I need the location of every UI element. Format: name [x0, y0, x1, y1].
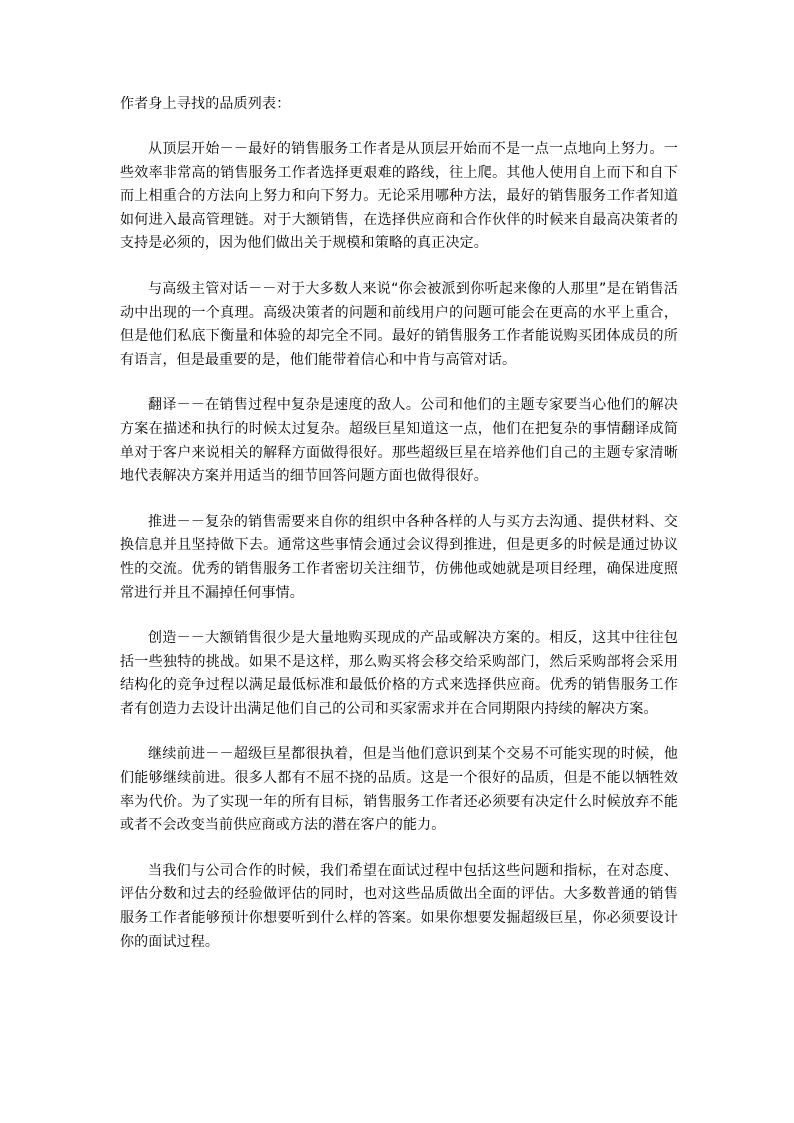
- paragraph-translate: 翻译－－在销售过程中复杂是速度的敌人。公司和他们的主题专家要当心他们的解决方案在描述和执行的时候太过复杂。超级巨星知道这一点，他们在把复杂的事情翻译成简单对于客户来说相关的解释方面做得很好。那些超级巨星在培养他们自己的主题专家清晰地代表解决方案并用适当的细节回答问题方面也做得很好。: [120, 397, 678, 485]
- intro-line: 作者身上寻找的品质列表：: [120, 96, 291, 112]
- paragraph-create: 创造－－大额销售很少是大量地购买现成的产品或解决方案的。相反，这其中往往包括一些独特的挑战。如果不是这样，那么购买将会移交给采购部门，然后采购部将会采用结构化的竞争过程以满足最低标准和最低价格的方式来选择供应商。优秀的销售服务工作者有创造力去设计出满足他们自己的公司和买家需求并在合同期限内持续的解决方案。: [120, 630, 678, 717]
- paragraph-executive-talk: 与高级主管对话－－对于大多数人来说“你会被派到你听起来像的人那里”是在销售活动中出现的一个真理。高级决策者的问题和前线用户的问题可能会在更高的水平上重合，但是他们私底下衡量和体验的却完全不同。最好的销售服务工作者能说购买团体成员的所有语言，但是最重要的是，他们能带着信心和中肯与高管对话。: [120, 280, 678, 368]
- paragraph-top-level: 从顶层开始－－最好的销售服务工作者是从顶层开始而不是一点一点地向上努力。一些效率非常高的销售服务工作者选择更艰难的路线，往上爬。其他人使用自上而下和自下而上相重合的方法向上努力和向下努力。无论采用哪种方法，最好的销售服务工作者知道如何进入最高管理链。对于大额销售，在选择供应商和合作伙伴的时候来自最高决策者的支持是必须的，因为他们做出关于规模和策略的真正决定。: [120, 141, 678, 252]
- paragraph-advance: 推进－－复杂的销售需要来自你的组织中各种各样的人与买方去沟通、提供材料、交换信息并且坚持做下去。通常这些事情会通过会议得到推进，但是更多的时候是通过协议性的交流。优秀的销售服务工作者密切关注细节，仿佛他或她就是项目经理，确保进度照常进行并且不漏掉任何事情。: [120, 513, 678, 601]
- paragraph-move-on: 继续前进－－超级巨星都很执着，但是当他们意识到某个交易不可能实现的时候，他们能够继续前进。很多人都有不屈不挠的品质。这是一个很好的品质，但是不能以牺牲效率为代价。为了实现一年的所有目标，销售服务工作者还必须要有决定什么时候放弃不能或者不会改变当前供应商或方法的潜在客户的能力。: [120, 746, 678, 834]
- document-page: [120, 92, 678, 976]
- paragraph-conclusion: 当我们与公司合作的时候，我们希望在面试过程中包括这些问题和指标，在对态度、评估分数和过去的经验做评估的同时，也对这些品质做出全面的评估。大多数普通的销售服务工作者能够预计你想要听到什么样的答案。如果你想要发掘超级巨星，你必须要设计你的面试过程。: [120, 862, 678, 950]
